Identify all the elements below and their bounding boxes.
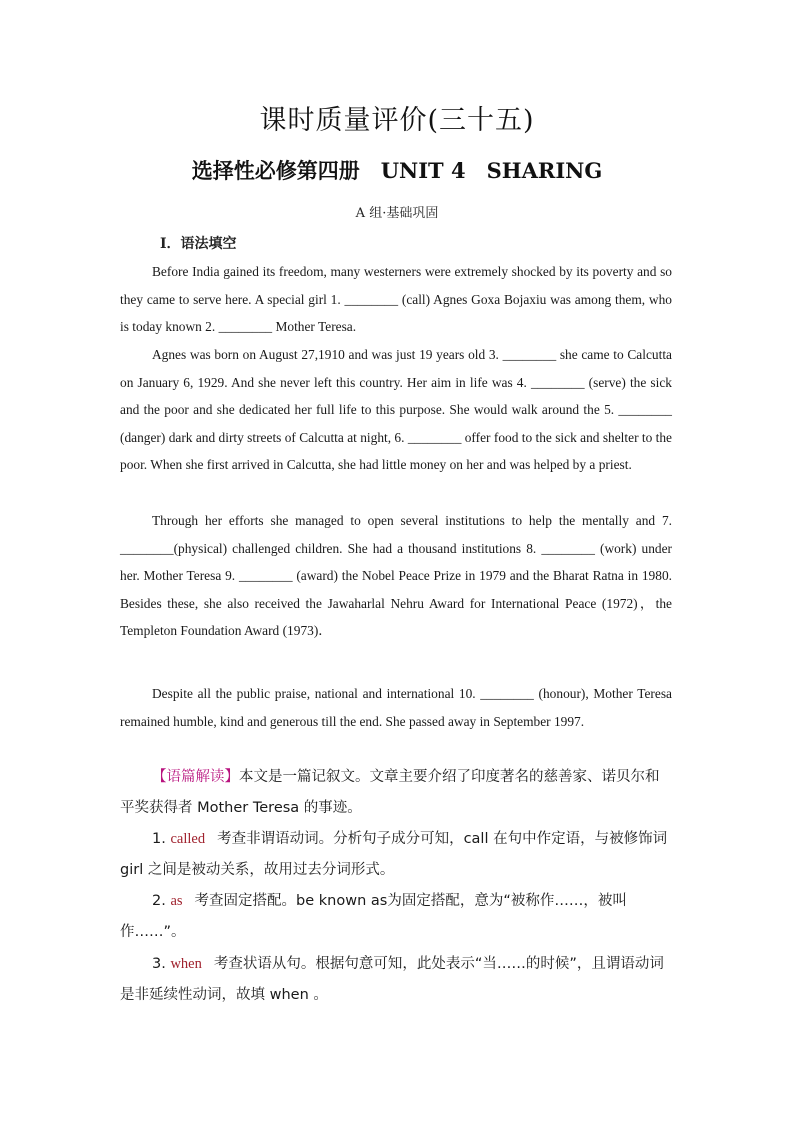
section-heading: Ⅰ．语法填空 xyxy=(160,236,237,252)
answer-word: called xyxy=(170,831,206,847)
passage-paragraph-3 xyxy=(120,507,672,645)
answer-item-2 xyxy=(120,886,672,948)
answer-explanation: 考查状语从句。根据句意可知，此处表示“当……的时候”，且谓语动词是非延续性动词，故填 when 。 xyxy=(120,956,664,1003)
passage-paragraph-2 xyxy=(120,341,672,479)
answer-item-3 xyxy=(120,949,672,1011)
answer-explanation: 考查非谓语动词。分析句子成分可知，call 在句中作定语，与被修饰词 girl 之间是被动关系，故用过去分词形式。 xyxy=(120,831,668,878)
answer-word: when xyxy=(170,956,202,972)
passage-paragraph-1 xyxy=(120,258,672,341)
analysis-intro xyxy=(120,762,672,824)
page-subtitle: 选择性必修第四册 UNIT 4 SHARING xyxy=(191,158,603,183)
paragraph-text: Before India gained its freedom, many westerners were extremely shocked by its poverty and so they came to serve here. A special girl 1. ________ (call) Agnes Goxa Bojaxiu was among them, who is today known 2. ________ Mother Teresa. xyxy=(120,264,672,335)
answer-explanation: 考查固定搭配。be known as为固定搭配，意为“被称作……，被叫作……”。 xyxy=(120,893,627,940)
group-label: A 组·基础巩固 xyxy=(355,206,439,221)
paragraph-text: Agnes was born on August 27,1910 and was just 19 years old 3. ________ she came to Calcutta on January 6, 1929. And she never left this country. Her aim in life was 4. ________ (serve) the sick and the poor and she dedicated her full life to this purpose. She would walk around the 5. ________ (danger) dark and dirty streets of Calcutta at night, 6. ________ offer food to the sick and shelter to the poor. When she first arrived in Calcutta, she had little money on her and was helped by a priest. xyxy=(120,347,672,473)
paragraph-text: Through her efforts she managed to open several institutions to help the mentally and 7. ________(physical) challenged children. She had a thousand institutions 8. ________ (work) under her. Mother Teresa 9. ________ (award) the Nobel Peace Prize in 1979 and the Bharat Ratna in 1980. Besides these, she also received the Jawaharlal Nehru Award for International Peace (1972)，the Templeton Foundation Award (1973)． xyxy=(120,513,672,639)
passage-paragraph-4 xyxy=(120,680,672,735)
answer-number: 2. xyxy=(152,893,166,909)
answer-number: 1. xyxy=(152,831,166,847)
analysis-intro-text: 本文是一篇记叙文。文章主要介绍了印度著名的慈善家、诺贝尔和平奖获得者 Mother Teresa 的事迹。 xyxy=(120,769,660,816)
answer-word: as xyxy=(170,893,183,909)
analysis-tag: 【语篇解读】 xyxy=(152,769,239,785)
answer-number: 3. xyxy=(152,956,166,972)
paragraph-text: Despite all the public praise, national and international 10. ________ (honour), Mother Teresa remained humble, kind and generous till the end. She passed away in September 1997. xyxy=(120,686,672,729)
answer-item-1 xyxy=(120,824,672,886)
page-title: 课时质量评价(三十五) xyxy=(259,105,535,136)
